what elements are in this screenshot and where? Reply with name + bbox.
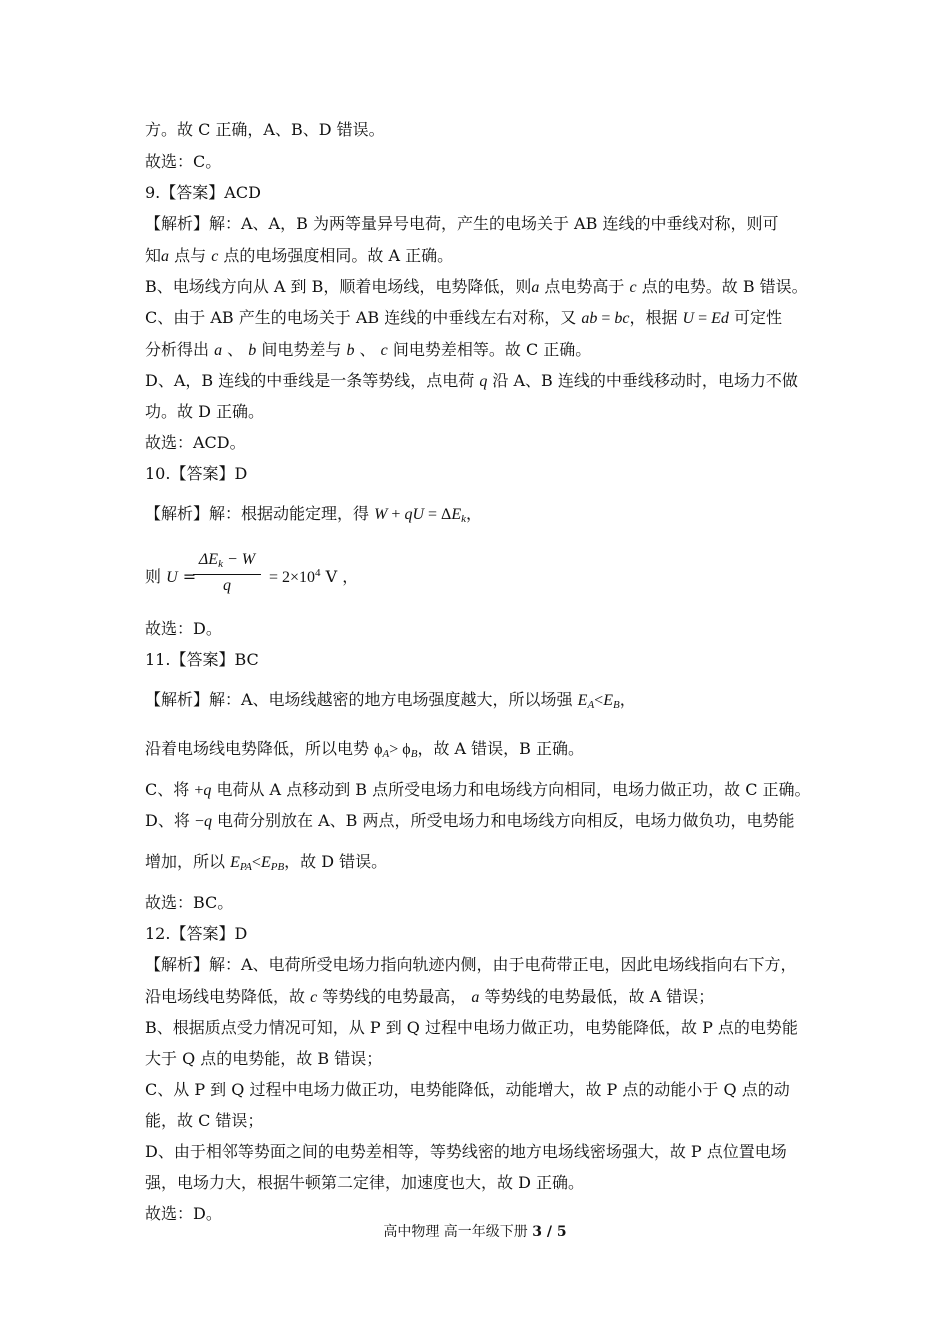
text-line: C、由于 AB 产生的电场关于 AB 连线的中垂线左右对称，又 ab = bc，根据 U = Ed 可定性 bbox=[145, 308, 783, 327]
document-page: 方。故 C 正确，A、B、D 错误。 故选：C。 9.【答案】ACD 【解析】解：A、A，B 为两等量异号电荷，产生的电场关于 AB 连线的中垂线对称，则可 知a 点与 c 点的电场强度相同。故 A 正确。 B、电场线方向从 A 到 B，顺着电场线，电势降低，则a 点电势高于 c 点的电势。故 B 错误。 C、由于 AB 产生的电场关于 AB 连线的中垂线左右对称，又 ab = bc，根据 U = Ed 可定性 分析得出 a 、 b 间电势差与 b 、 c 间电势差相等。故 C 正确。 D、A，B 连线的中垂线是一条等势线，点电荷 q 沿 A、B 连线的中垂线移动时，电场力不做 功。故 D 正确。 故选：ACD。 10.【答案】D 【解析】解：根据动能定理，得 W + qU = $\Delta E_k$， 则 U = $\Delta E_k - W$ q = $2\times 10^4$ V ， 故选：D。 11.【答案】BC 【解析】解：A、电场线越密的地方电场强度越大，所以场强 $E_A<E_B$， 沿着电场线电势降低，所以电势 $\phi_A> \phi_B$，故 A 错误，B 正确。 C、将 +q 电荷从 A 点移动到 B 点所受电场力和电场线方向相同，电场力做正功，故 C 正确。 D、将 −q 电荷分别放在 A、B 两点，所受电场力和电场线方向相反，电场力做负功，电势能 增加，所以 $E_{PA}<E_{PB}$，故 D 错误。 故选：BC。 12.【答案】D 【解析】解：A、电荷所受电场力指向轨迹内侧，由于电荷带正电，因此电场线指向右下方， 沿电场线电势降低，故 c 等势线的电势最高， a 等势线的电势最低，故 A 错误； B、根据质点受力情况可知，从 P 到 Q 过程中电场力做正功，电势能降低，故 P 点的电势能 大于 Q 点的电势能，故 B 错误； C、从 P 到 Q 过程中电场力做正功，电势能降低，动能增大，故 P 点的动能小于 Q 点的动 能，故 C 错误； D、由于相邻等势面之间的电势差相等，等势线密的地方电场线密场强大，故 P 点位置电场 强，电场力大，根据牛顿第二定律，加速度也大，故 D 正确。 故选：D。 高中物理 高一年级下册 3 / 5 bbox=[0, 0, 950, 1344]
page-number-current: 3 bbox=[532, 1224, 543, 1240]
fraction: $\Delta E_k - W$ q bbox=[191, 551, 263, 599]
page-separator: / bbox=[542, 1224, 557, 1240]
text-line: 【解析】解：A、A，B 为两等量异号电荷，产生的电场关于 AB 连线的中垂线对称，则可 bbox=[145, 214, 779, 233]
text-line: 能，故 C 错误； bbox=[145, 1111, 264, 1130]
answer-heading-9: 9.【答案】ACD bbox=[145, 183, 261, 202]
text-line: 沿电场线电势降低，故 c 等势线的电势最高， a 等势线的电势最低，故 A 错误； bbox=[145, 987, 715, 1006]
text-line: 【解析】解：根据动能定理，得 W + qU = $\Delta E_k$， bbox=[145, 504, 483, 525]
page-number-total: 5 bbox=[556, 1224, 567, 1240]
answer-heading-10: 10.【答案】D bbox=[145, 464, 248, 483]
text-line: 强，电场力大，根据牛顿第二定律，加速度也大，故 D 正确。 bbox=[145, 1173, 585, 1192]
text-line: 故选：ACD。 bbox=[145, 433, 246, 452]
answer-heading-12: 12.【答案】D bbox=[145, 924, 248, 943]
text-line: C、从 P 到 Q 过程中电场力做正功，电势能降低，动能增大，故 P 点的动能小于 Q 点的动 bbox=[145, 1080, 790, 1099]
text-line: 故选：D。 bbox=[145, 1204, 222, 1223]
text-line: 分析得出 a 、 b 间电势差与 b 、 c 间电势差相等。故 C 正确。 bbox=[145, 340, 592, 359]
text-line: D、A，B 连线的中垂线是一条等势线，点电荷 q 沿 A、B 连线的中垂线移动时，电场力不做 bbox=[145, 371, 798, 390]
text-line: 【解析】解：A、电荷所受电场力指向轨迹内侧，由于电荷带正电，因此电场线指向右下方， bbox=[145, 955, 797, 974]
text-line: 知a 点与 c 点的电场强度相同。故 A 正确。 bbox=[145, 246, 454, 265]
text-line: D、由于相邻等势面之间的电势差相等，等势线密的地方电场线密场强大，故 P 点位置电场 bbox=[145, 1142, 787, 1161]
text-line: 【解析】解：A、电场线越密的地方电场强度越大，所以场强 $E_A<E_B$， bbox=[145, 690, 636, 711]
text-line: 故选：BC。 bbox=[145, 893, 234, 912]
text-line: C、将 +q 电荷从 A 点移动到 B 点所受电场力和电场线方向相同，电场力做正功，故 C 正确。 bbox=[145, 780, 811, 799]
text-line: B、根据质点受力情况可知，从 P 到 Q 过程中电场力做正功，电势能降低，故 P 点的电势能 bbox=[145, 1018, 798, 1037]
text-line: 大于 Q 点的电势能，故 B 错误； bbox=[145, 1049, 383, 1068]
text-line: 故选：C。 bbox=[145, 152, 222, 171]
text-line: B、电场线方向从 A 到 B，顺着电场线，电势降低，则a 点电势高于 c 点的电势。故 B 错误。 bbox=[145, 277, 808, 296]
text-line: D、将 −q 电荷分别放在 A、B 两点，所受电场力和电场线方向相反，电场力做负功，电势能 bbox=[145, 811, 795, 830]
answer-heading-11: 11.【答案】BC bbox=[145, 650, 259, 669]
text-line: 增加，所以 $E_{PA}<E_{PB}$，故 D 错误。 bbox=[145, 852, 388, 873]
text-line: 功。故 D 正确。 bbox=[145, 402, 265, 421]
text-line: 故选：D。 bbox=[145, 619, 222, 638]
footer-subject: 高中物理 高一年级下册 bbox=[383, 1224, 533, 1240]
page-footer bbox=[0, 1222, 950, 1242]
text-line: 方。故 C 正确，A、B、D 错误。 bbox=[145, 120, 385, 139]
text-line: 沿着电场线电势降低，所以电势 $\phi_A> \phi_B$，故 A 错误，B 正确。 bbox=[145, 739, 585, 760]
